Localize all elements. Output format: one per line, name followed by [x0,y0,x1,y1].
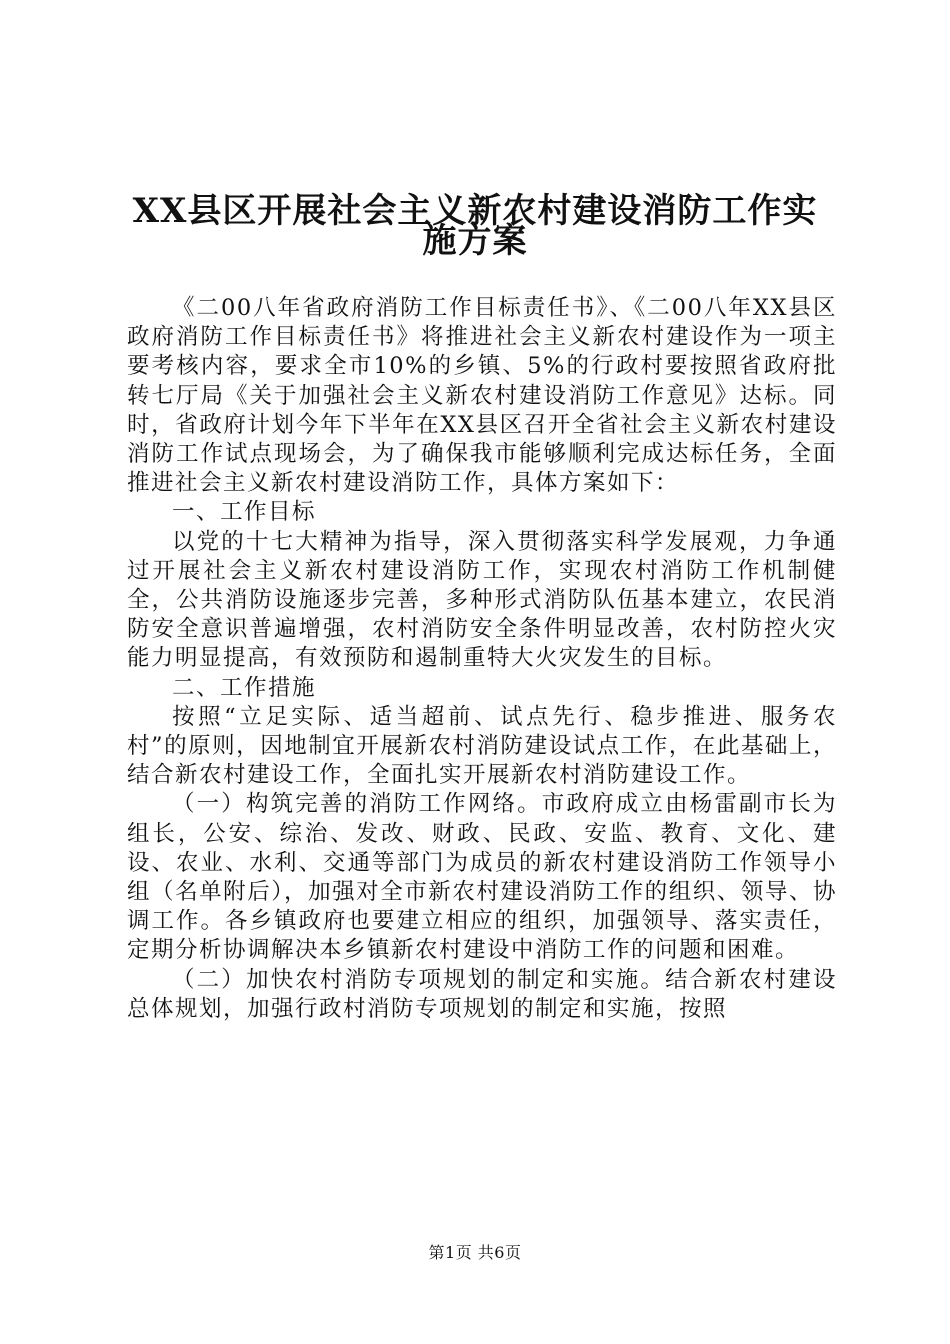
measure-2-paragraph: （二）加快农村消防专项规划的制定和实施。结合新农村建设总体规划，加强行政村消防专项规划的制定和实施，按照 [127,966,837,1022]
section-heading-measures: 二、工作措施 [172,674,317,701]
document-title-line-2: 施方案 [422,221,528,261]
measure-1-paragraph: （一）构筑完善的消防工作网络。市政府成立由杨雷副市长为组长，公安、综治、发改、财政、民政、安监、教育、文化、建设、农业、水利、交通等部门为成员的新农村建设消防工作领导小组（名单附后），加强对全市新农村建设消防工作的组织、领导、协调工作。各乡镇政府也要建立相应的组织，加强领导、落实责任，定期分析协调解决本乡镇新农村建设中消防工作的问题和困难。 [127,791,837,964]
goals-paragraph: 以党的十七大精神为指导，深入贯彻落实科学发展观，力争通过开展社会主义新农村建设消防工作，实现农村消防工作机制健全，公共消防设施逐步完善，多种形式消防队伍基本建立，农民消防安全意识普遍增强，农村消防安全条件明显改善，农村防控火灾能力明显提高，有效预防和遏制重特大火灾发生的目标。 [127,528,837,672]
document-title-line-1: XX县区开展社会主义新农村建设消防工作实 [132,191,818,231]
page-number-footer: 第1页 共6页 [428,1243,522,1262]
intro-paragraph: 《二00八年省政府消防工作目标责任书》、《二00八年XX县区政府消防工作目标责任书》将推进社会主义新农村建设作为一项主要考核内容，要求全市10%的乡镇、5%的行政村要按照省政府批转七厅局《关于加强社会主义新农村建设消防工作意见》达标。同时，省政府计划今年下半年在XX县区召开全省社会主义新农村建设消防工作试点现场会，为了确保我市能够顺利完成达标任务，全面推进社会主义新农村建设消防工作，具体方案如下： [127,295,837,497]
measures-paragraph: 按照“立足实际、适当超前、试点先行、稳步推进、服务农村”的原则，因地制宜开展新农村消防建设试点工作，在此基础上，结合新农村建设工作，全面扎实开展新农村消防建设工作。 [127,703,837,789]
document-body [127,294,837,1024]
section-heading-goals: 一、工作目标 [172,499,317,526]
